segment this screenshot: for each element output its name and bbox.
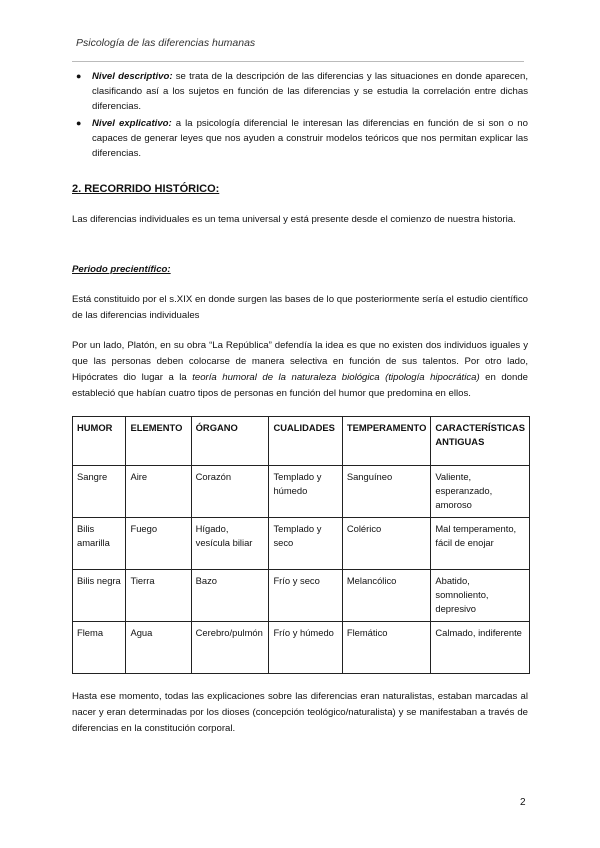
table-cell: Aire [126,466,191,518]
table-cell: Calmado, indiferente [431,622,530,674]
table-cell: Bilis amarilla [73,518,126,570]
table-cell: Colérico [342,518,431,570]
list-item-text: se trata de la descripción de las diferencias y las situaciones en donde aparecen, clasificando así a los sujetos en función de las diferencias y se estudia la correlación entre dichas diferencias. [92,71,528,112]
table-cell: Mal temperamento, fácil de enojar [431,518,530,570]
column-header: ÓRGANO [191,417,269,466]
table-cell: Frío y seco [269,570,342,622]
intro-paragraph: Las diferencias individuales es un tema universal y está presente desde el comienzo de nuestra historia. [72,214,516,225]
table-cell: Tierra [126,570,191,622]
table-cell: Sanguíneo [342,466,431,518]
page-number: 2 [520,797,526,808]
table-cell: Agua [126,622,191,674]
paragraph-2-italic: teoría humoral de la naturaleza biológica (tipología hipocrática) [192,372,480,383]
column-header: ELEMENTO [126,417,191,466]
table-header-row [73,417,530,466]
table-cell: Flema [73,622,126,674]
list-item [72,69,528,114]
table-row [73,466,530,518]
table-row [73,622,530,674]
table-cell: Fuego [126,518,191,570]
table-cell: Abatido, somnoliento, depresivo [431,570,530,622]
table-cell: Bilis negra [73,570,126,622]
table-cell: Frío y húmedo [269,622,342,674]
table-cell: Templado y seco [269,518,342,570]
page-header: Psicología de las diferencias humanas [76,37,256,49]
table-cell: Cerebro/pulmón [191,622,269,674]
column-header: TEMPERAMENTO [342,417,431,466]
paragraph-2-start: Por un lado, Platón, en su obra “La República” defendía la idea es que no existen dos individuos iguales y que las personas deben colocarse de manera selectiva en función de sus talentos. Por otro lado, Hipócrates dio lugar a la [72,340,528,383]
levels-list [72,69,528,163]
list-item-text: a la psicología diferencial le interesan las diferencias en función de si son o no capaces de generar leyes que nos ayuden a construir modelos teóricos que nos permitan explicar las diferencias. [92,118,528,159]
table-cell: Templado y húmedo [269,466,342,518]
column-header: CARACTERÍSTICAS ANTIGUAS [431,417,530,466]
paragraph-1: Está constituido por el s.XIX en donde surgen las bases de lo que posteriormente sería el estudio científico de las diferencias individuales [72,294,528,321]
header-divider [72,61,524,62]
subheading: Periodo precientífico: [72,264,171,275]
table-row [73,518,530,570]
list-item-term: Nivel descriptivo: [92,71,173,82]
paragraph-2 [72,338,528,402]
table-cell: Flemático [342,622,431,674]
column-header: HUMOR [73,417,126,466]
table-cell: Sangre [73,466,126,518]
table-cell: Corazón [191,466,269,518]
closing-paragraph: Hasta ese momento, todas las explicaciones sobre las diferencias eran naturalistas, estaban marcadas al nacer y eran determinadas por los dioses (concepción teológico/naturalista) y se manifestaban a través de diferencias en la constitución corporal. [72,691,528,734]
humors-table [72,416,530,674]
bullet-icon: ● [76,118,82,128]
table-cell: Bazo [191,570,269,622]
table-cell: Hígado, vesícula biliar [191,518,269,570]
table-row [73,570,530,622]
table-cell: Valiente, esperanzado, amoroso [431,466,530,518]
table-cell: Melancólico [342,570,431,622]
column-header: CUALIDADES [269,417,342,466]
paragraph-2-end: en donde estableció que habían cuatro tipos de personas en función del humor que predomina en ellos. [72,372,528,399]
section-title: 2. RECORRIDO HISTÓRICO: [72,183,220,195]
list-item [72,116,528,161]
list-item-term: Nivel explicativo: [92,118,172,129]
bullet-icon: ● [76,71,82,81]
